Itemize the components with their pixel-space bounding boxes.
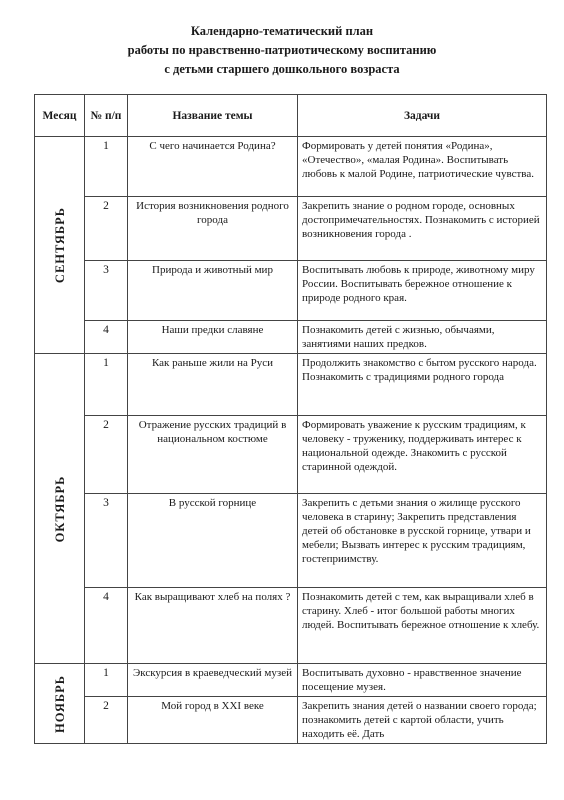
topic-cell: Природа и животный мир xyxy=(128,261,298,321)
header-num: № п/п xyxy=(85,95,128,137)
tasks-cell: Продолжить знакомство с бытом русского народа. Познакомить с традициями родного города xyxy=(298,354,547,416)
table-row xyxy=(35,697,547,744)
topic-cell: В русской горнице xyxy=(128,494,298,588)
header-row xyxy=(35,95,547,137)
topic-cell: Экскурсия в краеведческий музей xyxy=(128,664,298,697)
tasks-cell: Воспитывать любовь к природе, животному миру России. Воспитывать бережное отношение к природе родного края. xyxy=(298,261,547,321)
row-number: 2 xyxy=(85,416,128,494)
month-label: НОЯБРЬ xyxy=(52,674,67,733)
table-row xyxy=(35,354,547,416)
month-cell xyxy=(35,354,85,664)
title-line-2: работы по нравственно-патриотическому воспитанию xyxy=(127,43,437,57)
month-label: ОКТЯБРЬ xyxy=(52,475,67,542)
row-number: 1 xyxy=(85,137,128,197)
header-topic: Название темы xyxy=(128,95,298,137)
row-number: 2 xyxy=(85,697,128,744)
topic-cell: Как выращивают хлеб на полях ? xyxy=(128,588,298,664)
table-row xyxy=(35,321,547,354)
tasks-cell: Формировать у детей понятия «Родина», «Отечество», «малая Родина». Воспитывать любовь к малой Родине, патриотические чувства. xyxy=(298,137,547,197)
row-number: 2 xyxy=(85,197,128,261)
row-number: 3 xyxy=(85,261,128,321)
row-number: 3 xyxy=(85,494,128,588)
tasks-cell: Познакомить детей с тем, как выращивали хлеб в старину. Хлеб - итог большой работы многих людей. Воспитывать бережное отношение к хлебу. xyxy=(298,588,547,664)
tasks-cell: Воспитывать духовно - нравственное значение посещение музея. xyxy=(298,664,547,697)
table-row xyxy=(35,197,547,261)
table-row xyxy=(35,261,547,321)
topic-cell: Мой город в XXI веке xyxy=(128,697,298,744)
title-line-3: с детьми старшего дошкольного возраста xyxy=(164,62,400,76)
topic-cell: История возникновения родного города xyxy=(128,197,298,261)
topic-cell: Наши предки славяне xyxy=(128,321,298,354)
row-number: 4 xyxy=(85,321,128,354)
row-number: 4 xyxy=(85,588,128,664)
table-row xyxy=(35,416,547,494)
header-month: Месяц xyxy=(35,95,85,137)
table-row xyxy=(35,494,547,588)
header-tasks: Задачи xyxy=(298,95,547,137)
tasks-cell: Закрепить знания детей о названии своего города; познакомить детей с картой области, учить находить её. Дать xyxy=(298,697,547,744)
table-row xyxy=(35,588,547,664)
table-row xyxy=(35,137,547,197)
topic-cell: Отражение русских традиций в национальном костюме xyxy=(128,416,298,494)
tasks-cell: Формировать уважение к русским традициям, к человеку - труженику, поддерживать интерес к национальной одежде. Знакомить с русской старинной одеждой. xyxy=(298,416,547,494)
month-label: СЕНТЯБРЬ xyxy=(52,206,67,284)
plan-table xyxy=(34,94,547,744)
title-line-1: Календарно-тематический план xyxy=(190,24,374,38)
document-title xyxy=(0,22,564,79)
month-cell xyxy=(35,137,85,354)
month-cell xyxy=(35,664,85,744)
topic-cell: С чего начинается Родина? xyxy=(128,137,298,197)
tasks-cell: Закрепить знание о родном городе, основных достопримечательностях. Познакомить с историей возникновения города . xyxy=(298,197,547,261)
tasks-cell: Закрепить с детьми знания о жилище русского человека в старину; Закрепить представления детей об обстановке в русской горнице, утвари и мебели; Вызвать интерес к русским традициям, гостеприимству. xyxy=(298,494,547,588)
table-row xyxy=(35,664,547,697)
row-number: 1 xyxy=(85,664,128,697)
topic-cell: Как раньше жили на Руси xyxy=(128,354,298,416)
tasks-cell: Познакомить детей с жизнью, обычаями, занятиями наших предков. xyxy=(298,321,547,354)
row-number: 1 xyxy=(85,354,128,416)
